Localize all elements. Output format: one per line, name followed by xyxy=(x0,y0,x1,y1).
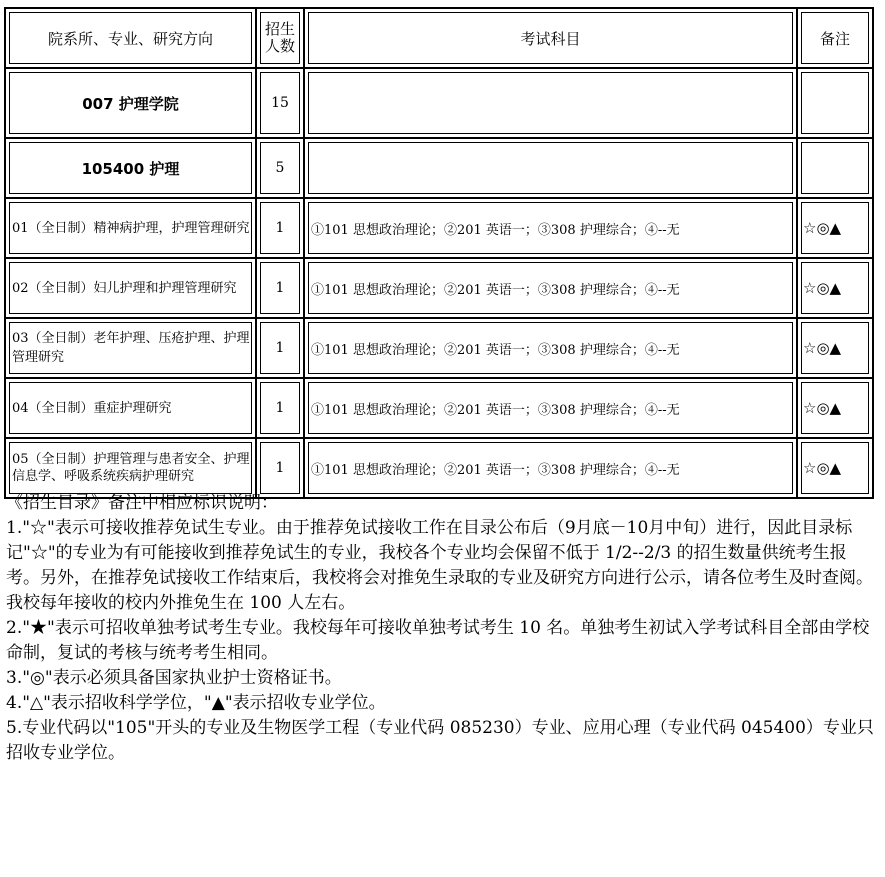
direction-count: 1 xyxy=(260,382,300,434)
direction-name: 04（全日制）重症护理研究 xyxy=(9,382,252,434)
exam-subjects: ①101 思想政治理论；②201 英语一；③308 护理综合；④--无 xyxy=(308,202,793,254)
notes-symbols: ☆◎▲ xyxy=(801,322,869,374)
table-row xyxy=(6,199,874,259)
direction-name: 02（全日制）妇儿护理和护理管理研究 xyxy=(9,262,252,314)
direction-count: 1 xyxy=(260,322,300,374)
direction-name: 01（全日制）精神病护理，护理管理研究 xyxy=(9,202,252,254)
legend-item: 3."◎"表示必须具备国家执业护士资格证书。 xyxy=(6,668,342,688)
notes-symbols: ☆◎▲ xyxy=(801,382,869,434)
table-header-row xyxy=(6,9,874,69)
header-notes: 备注 xyxy=(798,9,874,69)
notes-symbols: ☆◎▲ xyxy=(801,262,869,314)
major-row xyxy=(6,139,874,199)
direction-count: 1 xyxy=(260,262,300,314)
header-count: 招生人数 xyxy=(257,9,305,69)
exam-subjects: ①101 思想政治理论；②201 英语一；③308 护理综合；④--无 xyxy=(308,262,793,314)
exam-subjects: ①101 思想政治理论；②201 英语一；③308 护理综合；④--无 xyxy=(308,382,793,434)
legend-item: 5.专业代码以"105"开头的专业及生物医学工程（专业代码 085230）专业、应用心理（专业代码 045400）专业只招收专业学位。 xyxy=(6,718,874,763)
table-row xyxy=(6,319,874,379)
school-row xyxy=(6,69,874,139)
legend-item: 4."△"表示招收科学学位，"▲"表示招收专业学位。 xyxy=(6,693,386,713)
major-count: 5 xyxy=(260,142,300,194)
exam-subjects: ①101 思想政治理论；②201 英语一；③308 护理综合；④--无 xyxy=(308,442,793,494)
exam-subjects: ①101 思想政治理论；②201 英语一；③308 护理综合；④--无 xyxy=(308,322,793,374)
notes-symbols: ☆◎▲ xyxy=(801,442,869,494)
table-row xyxy=(6,259,874,319)
table-row xyxy=(6,439,874,499)
major-name: 105400 护理 xyxy=(9,142,252,194)
school-count: 15 xyxy=(260,72,300,134)
notes-symbols: ☆◎▲ xyxy=(801,202,869,254)
direction-name: 05（全日制）护理管理与患者安全、护理信息学、呼吸系统疾病护理研究 xyxy=(9,442,252,494)
legend-notes xyxy=(6,491,878,766)
legend-item: 2."★"表示可招收单独考试考生专业。我校每年可接收单独考试考生 10 名。单独考生初试入学考试科目全部由学校命制，复试的考核与统考考生相同。 xyxy=(6,618,870,663)
admissions-catalog-table xyxy=(4,7,874,499)
legend-title: 《招生目录》备注中相应标识说明： xyxy=(6,493,278,513)
header-dept: 院系所、专业、研究方向 xyxy=(6,9,257,69)
direction-name: 03（全日制）老年护理、压疮护理、护理管理研究 xyxy=(9,322,252,374)
school-name: 007 护理学院 xyxy=(9,72,252,134)
legend-item: 1."☆"表示可接收推荐免试生专业。由于推荐免试接收工作在目录公布后（9月底－10月中旬）进行，因此目录标记"☆"的专业为有可能接收到推荐免试生的专业，我校各个专业均会保留不低于 1/2--2/3 的招生数量供统考生报考。另外，在推荐免试接收工作结束后，我校将会对推免生录取的专业及研究方向进行公示，请各位考生及时查阅。我校每年接收的校内外推免生在 100 人左右。 xyxy=(6,518,873,613)
direction-count: 1 xyxy=(260,442,300,494)
header-subjects: 考试科目 xyxy=(305,9,798,69)
table-row xyxy=(6,379,874,439)
direction-count: 1 xyxy=(260,202,300,254)
